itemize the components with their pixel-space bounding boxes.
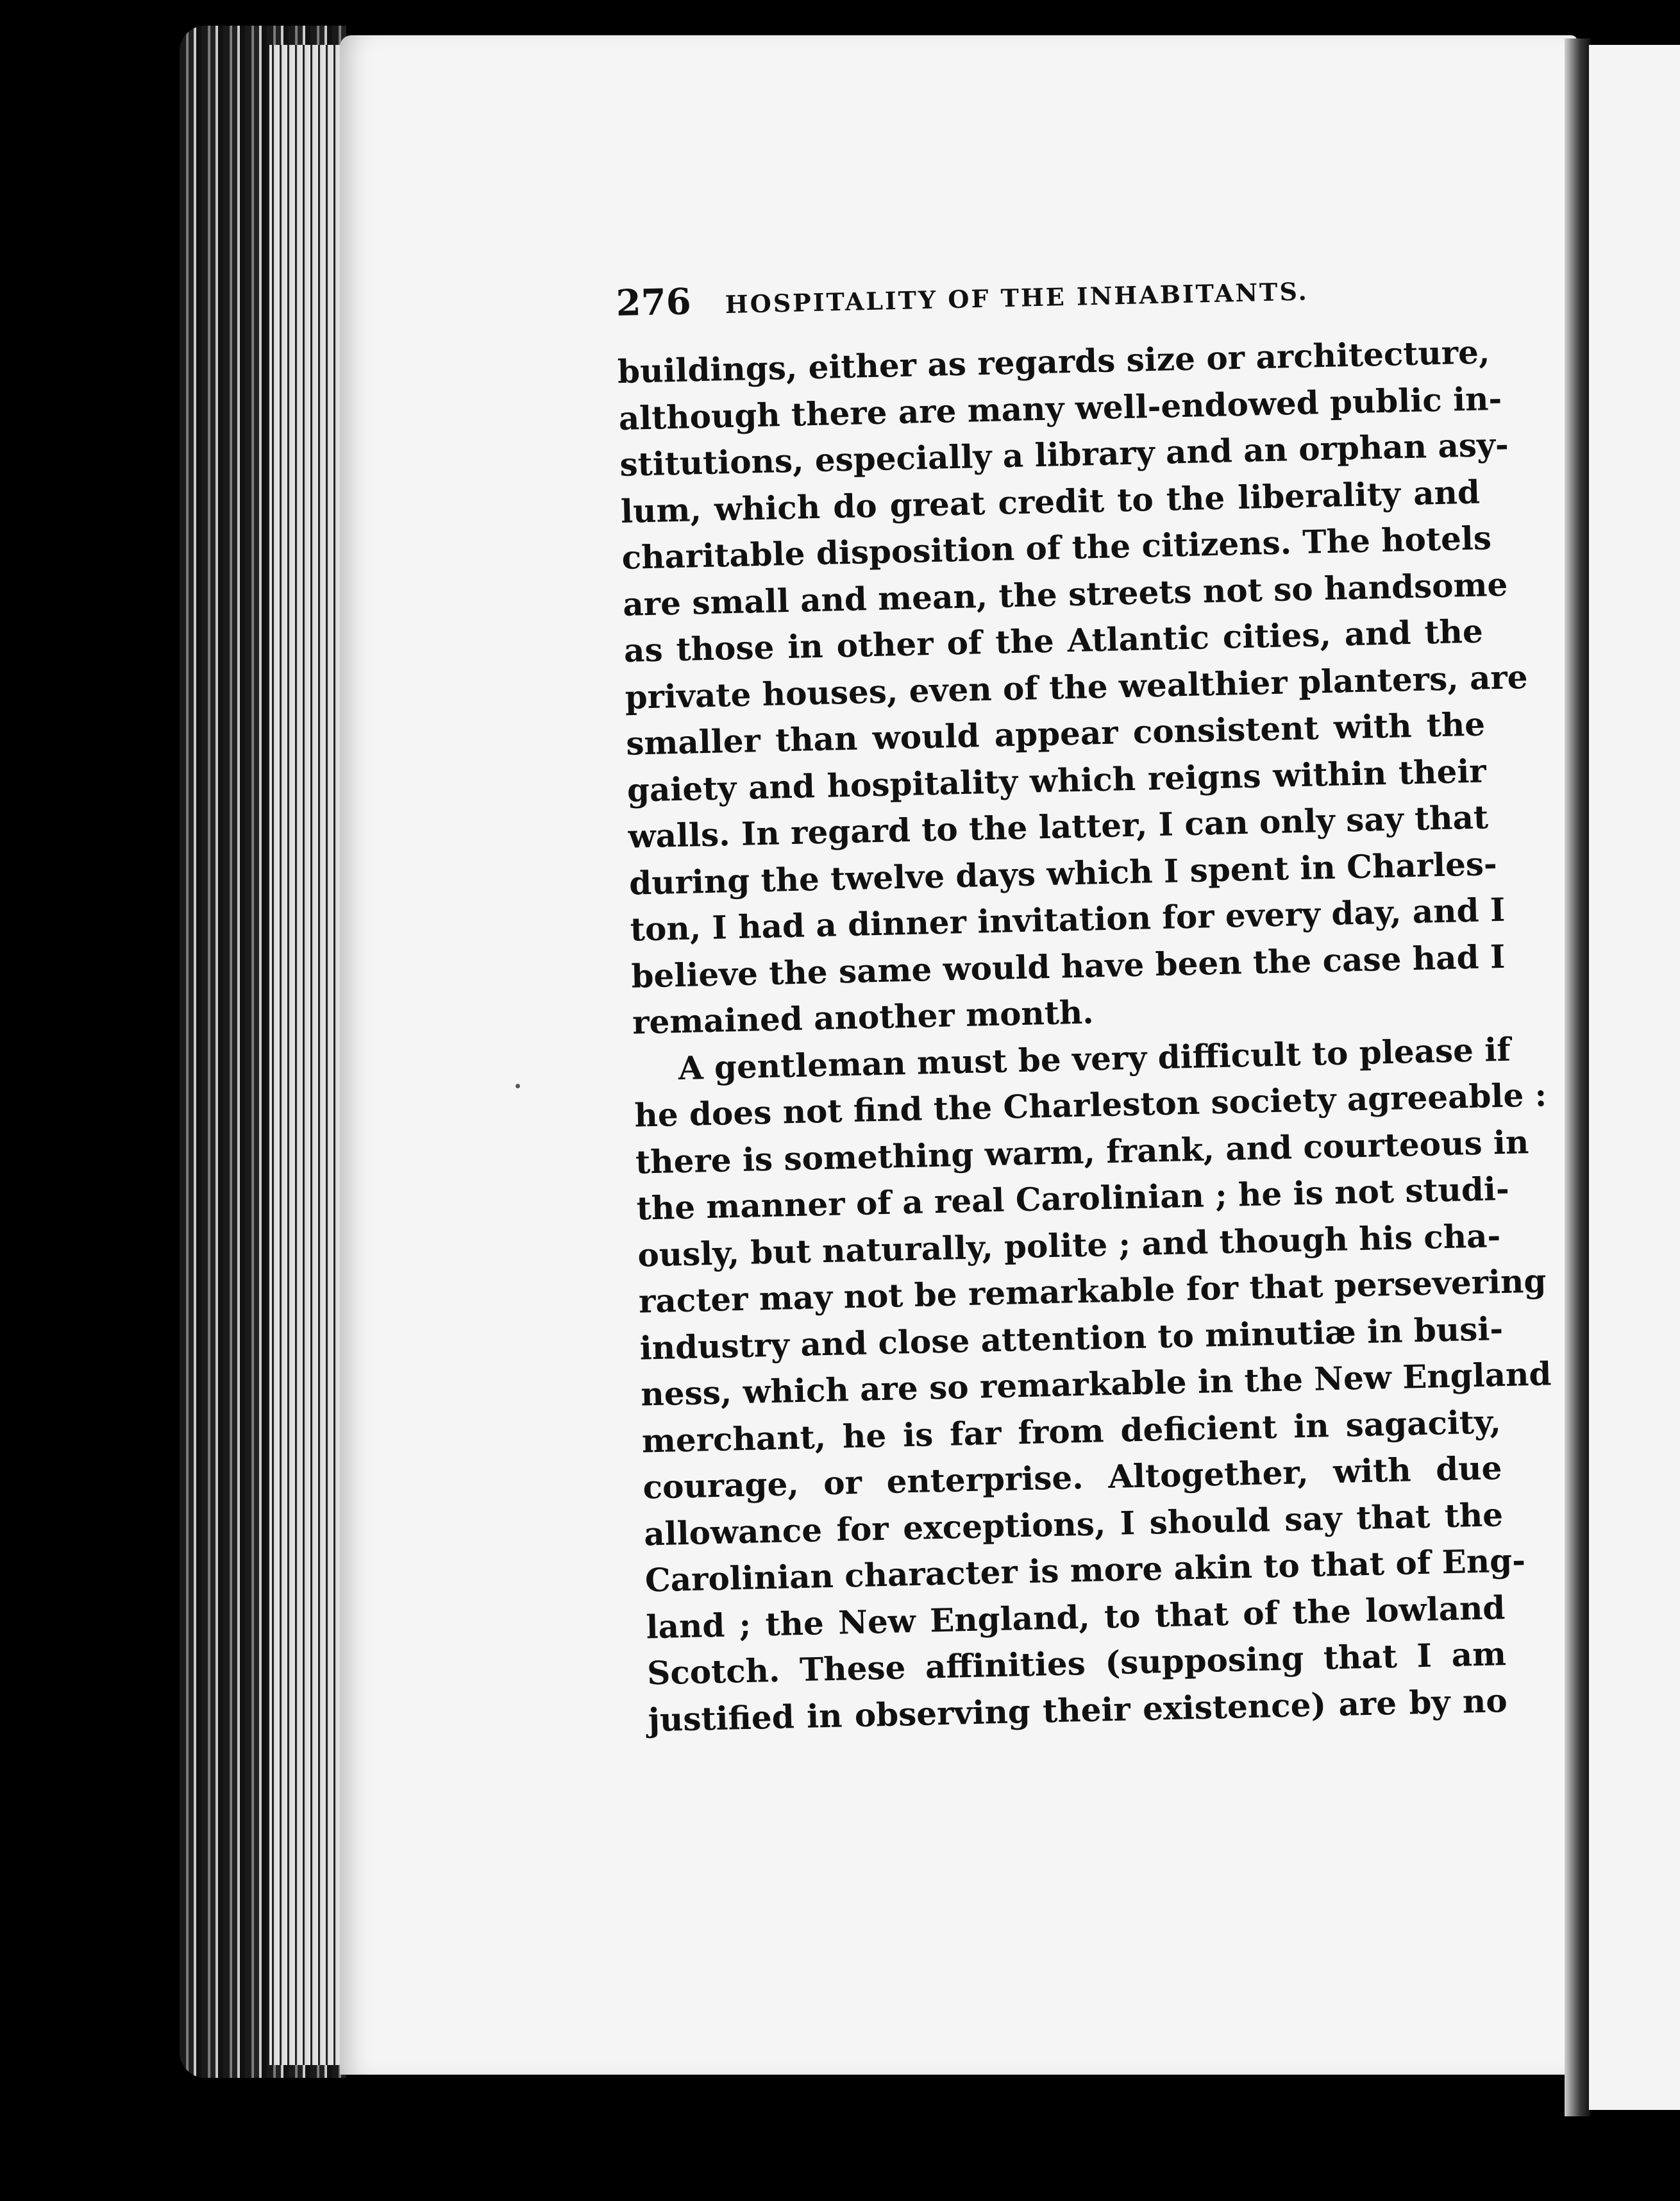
ink-speck <box>516 1084 520 1088</box>
page-text <box>616 263 1552 1744</box>
text-line: as those in other of the Atlantic cities, and the <box>623 612 1484 670</box>
text-line: allowance for exceptions, I should say that the <box>643 1495 1504 1553</box>
text-line: private houses, even of the wealthier planters, are <box>625 657 1529 716</box>
text-line: lum, which do great credit to the liberality and <box>620 473 1481 530</box>
text-line: during the twelve days which I spent in Charles- <box>628 844 1498 902</box>
text-line: racter may not be remarkable for that persevering <box>638 1261 1547 1320</box>
text-line: smaller than would appear consistent with the <box>625 705 1486 763</box>
running-head: HOSPITALITY OF THE INHABITANTS. <box>725 276 1309 319</box>
text-line: remained another month. <box>632 993 1095 1041</box>
text-line: he does not find the Charleston society agreeable : <box>634 1075 1547 1134</box>
body-text <box>617 330 1552 1744</box>
text-line: A gentleman must be very difficult to please if <box>678 1030 1511 1087</box>
text-line: land ; the New England, to that of the lowland <box>645 1588 1506 1646</box>
text-line: there is something warm, frank, and courteous in <box>635 1122 1529 1181</box>
text-line: stitutions, especially a library and an orphan asy- <box>619 425 1509 484</box>
text-line: merchant, he is far from deficient in sagacity, <box>641 1402 1502 1460</box>
text-line: buildings, either as regards size or architecture, <box>617 333 1490 391</box>
text-line: ously, but naturally, polite ; and though his cha- <box>637 1216 1501 1274</box>
text-line: ness, which are so remarkable in the New England <box>640 1354 1552 1413</box>
page-number: 276 <box>616 280 692 325</box>
text-line: justified in observing their existence) are by no <box>648 1681 1508 1739</box>
text-line: believe the same would have been the case had I <box>630 937 1506 995</box>
book-gutter <box>1565 38 1590 2116</box>
text-line: gaiety and hospitality which reigns within their <box>626 751 1487 809</box>
text-line: courage, or enterprise. Altogether, with due <box>642 1449 1502 1506</box>
text-line: ton, I had a dinner invitation for every day, and I <box>630 890 1506 949</box>
text-line: Scotch. These affinities (supposing that I am <box>646 1635 1507 1692</box>
facing-page <box>1589 45 1680 2110</box>
text-line: are small and mean, the streets not so handsome <box>622 565 1508 623</box>
text-line: walls. In regard to the latter, I can only say that <box>627 798 1489 856</box>
text-line: the manner of a real Carolinian ; he is not studi- <box>636 1169 1510 1227</box>
text-line: industry and close attention to minutiæ in busi- <box>639 1309 1504 1367</box>
text-line: charitable disposition of the citizens. The hotels <box>621 519 1492 577</box>
text-line: although there are many well-endowed public in- <box>618 379 1502 437</box>
text-line: Carolinian character is more akin to that of Eng- <box>644 1541 1526 1599</box>
